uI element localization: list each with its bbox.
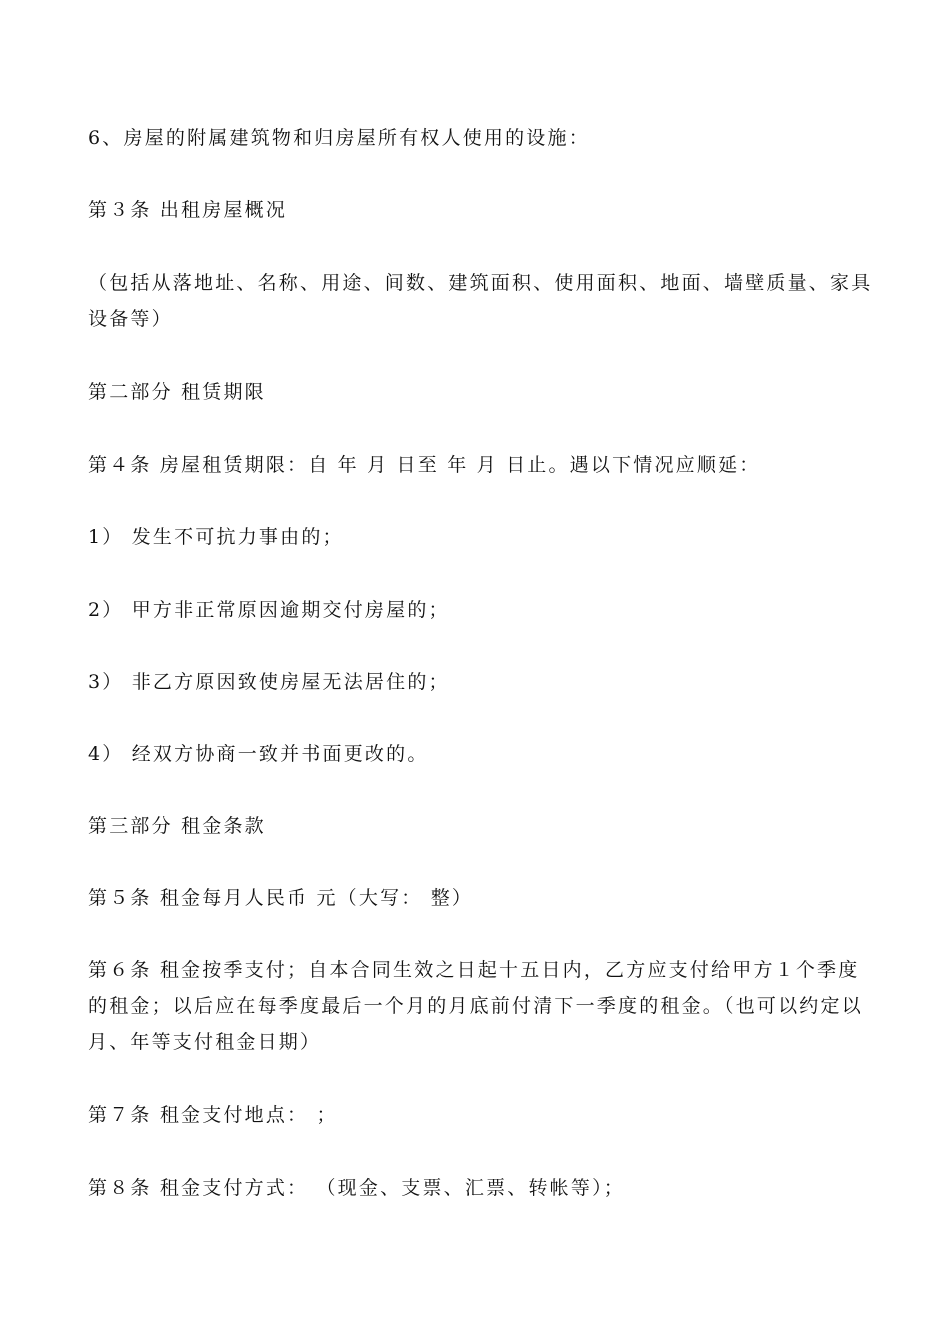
clause-8: 第８条 租金支付方式： （现金、支票、汇票、转帐等）； xyxy=(88,1177,625,1199)
clause-5: 第５条 租金每月人民币 元（大写： 整） xyxy=(88,887,474,909)
part-2-heading: 第二部分 租赁期限 xyxy=(88,381,266,403)
clause-4: 第４条 房屋租赁期限：自 年 月 日至 年 月 日止。遇以下情况应顺延： xyxy=(88,454,761,476)
clause-3-heading: 第３条 出租房屋概况 xyxy=(88,199,288,221)
part-3-heading: 第三部分 租金条款 xyxy=(88,815,266,837)
list-item-1: 1） 发生不可抗力事由的； xyxy=(88,526,344,548)
list-item-2: 2） 甲方非正常原因逾期交付房屋的； xyxy=(88,599,450,621)
clause-6: 第６条 租金按季支付；自本合同生效之日起十五日内，乙方应支付给甲方１个季度的租金；以后应在每季度最后一个月的月底前付清下一季度的租金。（也可以约定以月、年等支付租金日期） xyxy=(88,959,863,1053)
list-item-3: 3） 非乙方原因致使房屋无法居住的； xyxy=(88,671,450,693)
clause-3-description: （包括从落地址、名称、用途、间数、建筑面积、使用面积、地面、墙壁质量、家具设备等） xyxy=(88,272,873,330)
paragraph-facilities: 6、房屋的附属建筑物和归房屋所有权人使用的设施： xyxy=(88,127,590,149)
clause-7: 第７条 租金支付地点： ； xyxy=(88,1104,338,1126)
list-item-4: 4） 经双方协商一致并书面更改的。 xyxy=(88,743,429,765)
